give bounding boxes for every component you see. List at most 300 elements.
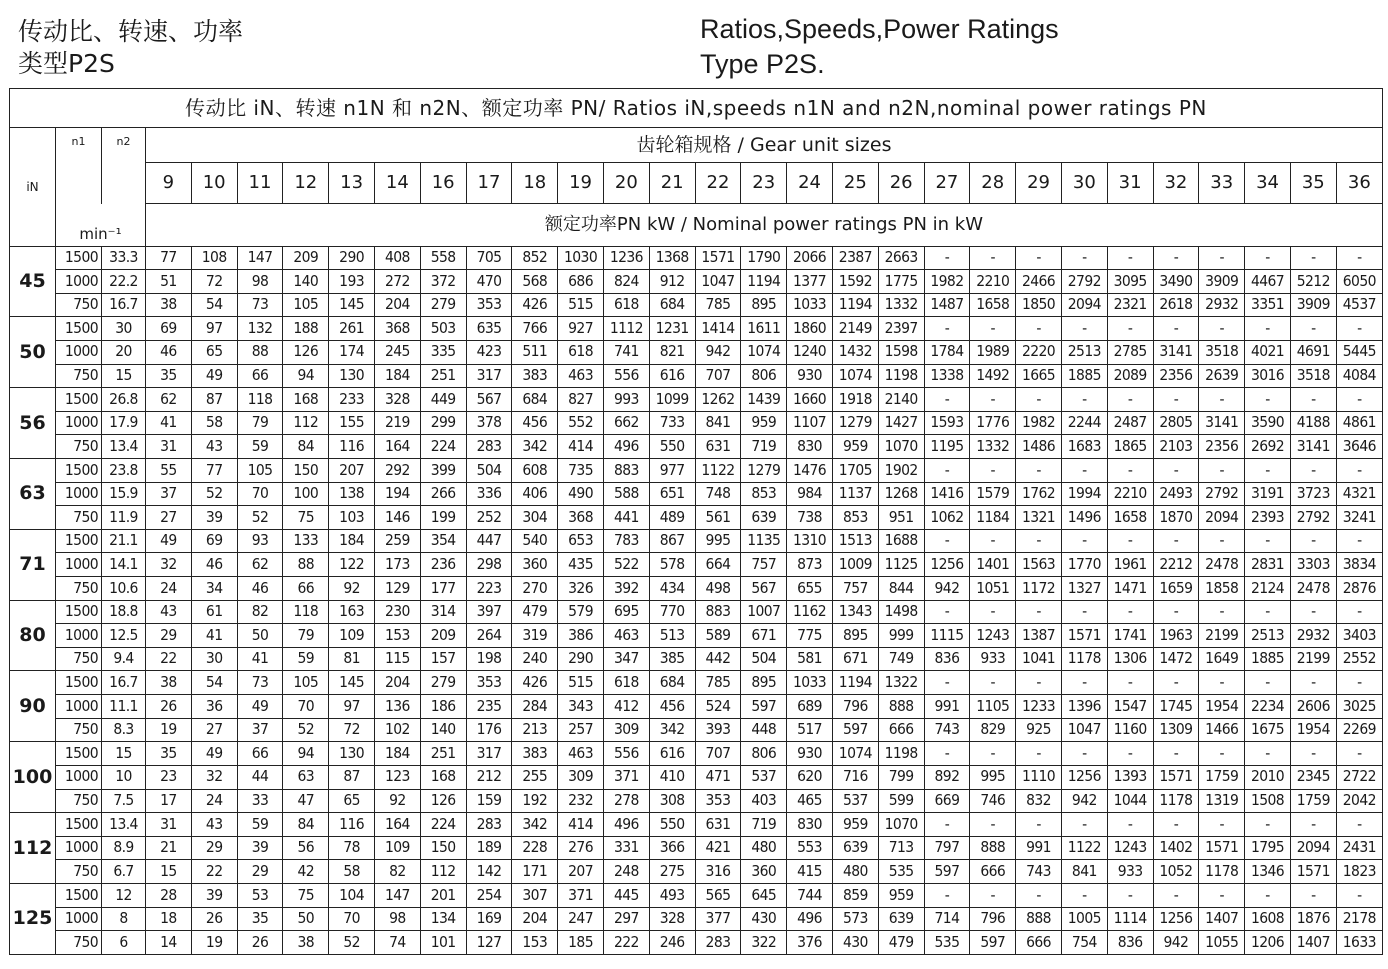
power-rating-cell: 49 <box>191 742 237 766</box>
power-rating-cell: 480 <box>832 860 878 884</box>
power-rating-cell: 232 <box>558 789 604 813</box>
n2-value: 9.4 <box>102 647 146 671</box>
power-rating-cell: 1571 <box>1290 860 1336 884</box>
power-rating-cell: - <box>1290 529 1336 553</box>
gear-size-header: 36 <box>1336 163 1382 204</box>
power-rating-cell: 93 <box>237 529 283 553</box>
power-rating-cell: 5212 <box>1290 270 1336 294</box>
power-rating-cell: 78 <box>329 836 375 860</box>
power-rating-cell: 1885 <box>1061 364 1107 388</box>
gear-size-header: 10 <box>191 163 237 204</box>
power-rating-cell: - <box>1061 246 1107 270</box>
power-rating-cell: 3909 <box>1290 293 1336 317</box>
power-rating-cell: - <box>1245 317 1291 341</box>
power-rating-cell: 651 <box>649 482 695 506</box>
power-rating-cell: 372 <box>420 270 466 294</box>
power-rating-cell: - <box>1336 388 1382 412</box>
power-rating-cell: 1110 <box>1016 765 1062 789</box>
power-rating-cell: 72 <box>329 718 375 742</box>
power-rating-cell: 79 <box>283 624 329 648</box>
power-rating-cell: 716 <box>832 765 878 789</box>
power-rating-cell: 3723 <box>1290 482 1336 506</box>
power-rating-cell: 118 <box>237 388 283 412</box>
power-rating-cell: 1052 <box>1153 860 1199 884</box>
power-rating-cell: 42 <box>283 860 329 884</box>
power-rating-cell: 827 <box>558 388 604 412</box>
power-rating-cell: 126 <box>420 789 466 813</box>
power-rating-cell: 925 <box>1016 718 1062 742</box>
header-zh <box>18 16 243 80</box>
power-rating-cell: 201 <box>420 883 466 907</box>
n1-value: 1500 <box>56 883 102 907</box>
power-rating-cell: 1487 <box>924 293 970 317</box>
power-rating-cell: 1466 <box>1199 718 1245 742</box>
power-rating-cell: 52 <box>237 506 283 530</box>
power-rating-cell: 463 <box>558 364 604 388</box>
power-rating-cell: 796 <box>970 907 1016 931</box>
power-rating-cell: 385 <box>649 647 695 671</box>
power-rating-cell: 2692 <box>1245 435 1291 459</box>
power-rating-cell: 799 <box>878 765 924 789</box>
power-rating-cell: 442 <box>695 647 741 671</box>
power-rating-cell: 49 <box>191 364 237 388</box>
power-rating-cell: 410 <box>649 765 695 789</box>
power-rating-cell: 2932 <box>1290 624 1336 648</box>
power-rating-cell: 713 <box>878 836 924 860</box>
power-rating-cell: 153 <box>374 624 420 648</box>
power-rating-cell: 23 <box>146 765 192 789</box>
power-rating-cell: - <box>1153 742 1199 766</box>
power-rating-cell: 272 <box>374 270 420 294</box>
power-rating-cell: 406 <box>512 482 558 506</box>
power-rating-cell: 46 <box>237 577 283 601</box>
power-rating-cell: - <box>1245 813 1291 837</box>
power-rating-cell: 1775 <box>878 270 924 294</box>
power-rating-cell: - <box>1199 883 1245 907</box>
power-rating-cell: 797 <box>924 836 970 860</box>
power-rating-cell: 58 <box>329 860 375 884</box>
power-rating-cell: 513 <box>649 624 695 648</box>
power-rating-cell: 671 <box>832 647 878 671</box>
power-rating-cell: 1198 <box>878 742 924 766</box>
power-rating-cell: 377 <box>695 907 741 931</box>
power-rating-cell: 46 <box>146 340 192 364</box>
power-rating-cell: 32 <box>146 553 192 577</box>
power-rating-cell: - <box>924 600 970 624</box>
power-rating-cell: 109 <box>329 624 375 648</box>
power-rating-cell: 2478 <box>1199 553 1245 577</box>
power-rating-cell: 743 <box>924 718 970 742</box>
power-rating-cell: 88 <box>283 553 329 577</box>
power-rating-cell: 2393 <box>1245 506 1291 530</box>
power-rating-cell: 599 <box>878 789 924 813</box>
gear-size-header: 12 <box>283 163 329 204</box>
power-rating-cell: 26 <box>237 931 283 955</box>
power-rating-cell: 1954 <box>1199 695 1245 719</box>
table-row <box>10 506 1383 530</box>
power-rating-cell: 97 <box>191 317 237 341</box>
power-rating-cell: 43 <box>146 600 192 624</box>
power-rating-cell: - <box>1336 600 1382 624</box>
power-rating-cell: - <box>924 813 970 837</box>
power-rating-cell: - <box>970 671 1016 695</box>
power-rating-cell: 883 <box>603 458 649 482</box>
power-rating-cell: 204 <box>374 293 420 317</box>
power-rating-cell: 163 <box>329 600 375 624</box>
power-rating-cell: 383 <box>512 742 558 766</box>
power-rating-cell: 556 <box>603 364 649 388</box>
power-rating-cell: 1107 <box>787 411 833 435</box>
power-rating-cell: 255 <box>512 765 558 789</box>
table-row <box>10 883 1383 907</box>
power-rating-cell: 707 <box>695 364 741 388</box>
power-rating-cell: 129 <box>374 577 420 601</box>
n2-value: 10 <box>102 765 146 789</box>
power-rating-cell: 995 <box>970 765 1016 789</box>
power-rating-cell: - <box>1153 317 1199 341</box>
power-rating-cell: 109 <box>374 836 420 860</box>
power-rating-cell: - <box>1199 317 1245 341</box>
power-rating-cell: 213 <box>512 718 558 742</box>
power-rating-cell: 565 <box>695 883 741 907</box>
table-row <box>10 388 1383 412</box>
table-row <box>10 435 1383 459</box>
power-rating-cell: - <box>970 246 1016 270</box>
power-rating-cell: 618 <box>603 671 649 695</box>
power-rating-cell: 3590 <box>1245 411 1291 435</box>
table-row <box>10 317 1383 341</box>
n1-value: 750 <box>56 860 102 884</box>
power-rating-cell: 198 <box>466 647 512 671</box>
power-rating-cell: 853 <box>741 482 787 506</box>
power-rating-cell: 1112 <box>603 317 649 341</box>
power-rating-cell: 126 <box>283 340 329 364</box>
n2-value: 16.7 <box>102 293 146 317</box>
power-rating-cell: - <box>1061 600 1107 624</box>
power-rating-cell: 449 <box>420 388 466 412</box>
power-rating-cell: 430 <box>741 907 787 931</box>
power-rating-cell: - <box>1199 458 1245 482</box>
power-rating-cell: 1427 <box>878 411 924 435</box>
n1-value: 750 <box>56 364 102 388</box>
power-rating-cell: 240 <box>512 647 558 671</box>
power-rating-cell: 859 <box>832 883 878 907</box>
power-rating-cell: 283 <box>466 435 512 459</box>
power-rating-cell: 1368 <box>649 246 695 270</box>
power-rating-cell: 684 <box>649 293 695 317</box>
power-rating-cell: 322 <box>741 931 787 955</box>
power-rating-cell: 1055 <box>1199 931 1245 955</box>
power-rating-cell: 1310 <box>787 529 833 553</box>
power-rating-cell: 30 <box>191 647 237 671</box>
power-rating-cell: 383 <box>512 364 558 388</box>
gear-size-header: 29 <box>1016 163 1062 204</box>
power-rating-cell: - <box>1153 246 1199 270</box>
power-rating-cell: 2094 <box>1061 293 1107 317</box>
power-rating-cell: - <box>1107 671 1153 695</box>
power-rating-cell: 991 <box>924 695 970 719</box>
power-rating-cell: 1178 <box>1199 860 1245 884</box>
power-rating-cell: - <box>924 671 970 695</box>
power-rating-cell: 631 <box>695 435 741 459</box>
power-rating-cell: - <box>1336 317 1382 341</box>
power-rating-cell: 2124 <box>1245 577 1291 601</box>
power-rating-cell: 3646 <box>1336 435 1382 459</box>
power-rating-cell: 62 <box>237 553 283 577</box>
power-rating-cell: 186 <box>420 695 466 719</box>
power-rating-cell: 26 <box>146 695 192 719</box>
n2-value: 12.5 <box>102 624 146 648</box>
power-rating-cell: - <box>1245 246 1291 270</box>
power-rating-cell: 50 <box>237 624 283 648</box>
power-rating-cell: 479 <box>512 600 558 624</box>
power-rating-cell: 84 <box>283 813 329 837</box>
header-en <box>700 12 1059 82</box>
table-row <box>10 600 1383 624</box>
power-rating-cell: 841 <box>695 411 741 435</box>
power-rating-cell: - <box>970 317 1016 341</box>
power-rating-cell: 4188 <box>1290 411 1336 435</box>
n1-value: 1000 <box>56 765 102 789</box>
power-rating-cell: 573 <box>832 907 878 931</box>
power-rating-cell: - <box>1016 317 1062 341</box>
power-rating-cell: 115 <box>374 647 420 671</box>
power-rating-cell: - <box>1245 388 1291 412</box>
power-rating-cell: 97 <box>329 695 375 719</box>
power-rating-cell: 2831 <box>1245 553 1291 577</box>
power-rating-cell: 104 <box>329 883 375 907</box>
power-rating-cell: 639 <box>832 836 878 860</box>
n2-value: 13.4 <box>102 435 146 459</box>
power-rating-cell: 844 <box>878 577 924 601</box>
power-rating-cell: 393 <box>695 718 741 742</box>
power-rating-cell: 368 <box>558 506 604 530</box>
power-rating-cell: 1319 <box>1199 789 1245 813</box>
power-rating-cell: 3403 <box>1336 624 1382 648</box>
power-rating-cell: 1850 <box>1016 293 1062 317</box>
table-row <box>10 482 1383 506</box>
table-row <box>10 340 1383 364</box>
power-rating-cell: 517 <box>787 718 833 742</box>
power-rating-cell: 830 <box>787 435 833 459</box>
power-rating-cell: 490 <box>558 482 604 506</box>
power-rating-cell: 620 <box>787 765 833 789</box>
power-rating-cell: 743 <box>1016 860 1062 884</box>
n1-value: 750 <box>56 293 102 317</box>
power-rating-cell: 342 <box>512 813 558 837</box>
power-rating-cell: 1105 <box>970 695 1016 719</box>
table-row <box>10 293 1383 317</box>
power-rating-cell: 353 <box>466 671 512 695</box>
power-rating-cell: 1579 <box>970 482 1016 506</box>
power-rating-cell: 188 <box>283 317 329 341</box>
power-rating-cell: 1416 <box>924 482 970 506</box>
power-rating-cell: 233 <box>329 388 375 412</box>
power-rating-cell: 74 <box>374 931 420 955</box>
type-en: Type P2S. <box>700 49 825 79</box>
power-rating-cell: 567 <box>466 388 512 412</box>
power-rating-cell: 304 <box>512 506 558 530</box>
power-rating-cell: 1963 <box>1153 624 1199 648</box>
power-rating-cell: 328 <box>649 907 695 931</box>
power-rating-cell: 705 <box>466 246 512 270</box>
power-rating-cell: 2356 <box>1199 435 1245 459</box>
power-rating-cell: 3834 <box>1336 553 1382 577</box>
ratio-value: 112 <box>10 813 56 884</box>
power-rating-cell: 44 <box>237 765 283 789</box>
power-rating-cell: 1030 <box>558 246 604 270</box>
power-rating-cell: 942 <box>1061 789 1107 813</box>
power-rating-cell: - <box>1199 671 1245 695</box>
power-rating-cell: 550 <box>649 813 695 837</box>
power-rating-cell: 66 <box>237 364 283 388</box>
n1-value: 1500 <box>56 813 102 837</box>
power-rating-cell: - <box>1290 671 1336 695</box>
power-rating-cell: 2234 <box>1245 695 1291 719</box>
power-rating-cell: 1571 <box>1153 765 1199 789</box>
table-title: 传动比 iN、转速 n1N 和 n2N、额定功率 PN/ Ratios iN,speeds n1N and n2N,nominal power ratings PN <box>10 89 1383 128</box>
power-rating-cell: 2178 <box>1336 907 1382 931</box>
power-rating-cell: 2431 <box>1336 836 1382 860</box>
power-rating-cell: 1407 <box>1290 931 1336 955</box>
power-rating-cell: 252 <box>466 506 512 530</box>
power-rating-cell: 426 <box>512 293 558 317</box>
n1-value: 1000 <box>56 270 102 294</box>
power-rating-cell: 22 <box>146 647 192 671</box>
power-rating-cell: - <box>1016 600 1062 624</box>
power-rating-cell: 3351 <box>1245 293 1291 317</box>
power-rating-cell: 50 <box>283 907 329 931</box>
power-rating-cell: 37 <box>237 718 283 742</box>
power-rating-cell: 228 <box>512 836 558 860</box>
power-rating-cell: 1675 <box>1245 718 1291 742</box>
table-row <box>10 270 1383 294</box>
power-rating-cell: - <box>924 317 970 341</box>
power-rating-cell: 441 <box>603 506 649 530</box>
power-rating-cell: 1321 <box>1016 506 1062 530</box>
power-rating-cell: 52 <box>283 718 329 742</box>
power-rating-cell: 3518 <box>1199 340 1245 364</box>
power-rating-cell: 984 <box>787 482 833 506</box>
power-rating-cell: 748 <box>695 482 741 506</box>
power-rating-cell: 1236 <box>603 246 649 270</box>
power-rating-cell: 1508 <box>1245 789 1291 813</box>
power-rating-cell: 247 <box>558 907 604 931</box>
power-rating-cell: 1795 <box>1245 836 1291 860</box>
power-rating-cell: 51 <box>146 270 192 294</box>
power-rating-cell: 995 <box>695 529 741 553</box>
power-rating-cell: 3141 <box>1153 340 1199 364</box>
power-rating-cell: 1194 <box>741 270 787 294</box>
power-rating-cell: 6050 <box>1336 270 1382 294</box>
power-rating-cell: 977 <box>649 458 695 482</box>
power-rating-cell: 479 <box>878 931 924 955</box>
power-rating-cell: - <box>1336 246 1382 270</box>
gear-size-header: 13 <box>329 163 375 204</box>
power-rating-cell: 41 <box>237 647 283 671</box>
n2-value: 7.5 <box>102 789 146 813</box>
power-rating-cell: 749 <box>878 647 924 671</box>
power-rating-cell: 108 <box>191 246 237 270</box>
power-rating-cell: 1377 <box>787 270 833 294</box>
power-rating-cell: 414 <box>558 813 604 837</box>
ratio-value: 125 <box>10 883 56 954</box>
gear-size-header: 24 <box>787 163 833 204</box>
power-rating-cell: 116 <box>329 435 375 459</box>
n1-value: 1500 <box>56 600 102 624</box>
power-rating-cell: 1741 <box>1107 624 1153 648</box>
power-rating-cell: 81 <box>329 647 375 671</box>
power-rating-cell: 456 <box>512 411 558 435</box>
power-rating-cell: 1279 <box>741 458 787 482</box>
power-rating-cell: - <box>1199 246 1245 270</box>
power-rating-cell: 138 <box>329 482 375 506</box>
power-rating-cell: 1547 <box>1107 695 1153 719</box>
n1-value: 1000 <box>56 624 102 648</box>
power-rating-cell: 2356 <box>1153 364 1199 388</box>
n2-value: 8.9 <box>102 836 146 860</box>
table-row <box>10 742 1383 766</box>
power-rating-cell: 366 <box>649 836 695 860</box>
power-rating-cell: 259 <box>374 529 420 553</box>
power-rating-cell: - <box>1016 529 1062 553</box>
n2-value: 21.1 <box>102 529 146 553</box>
power-rating-cell: 122 <box>329 553 375 577</box>
power-rating-cell: 112 <box>420 860 466 884</box>
power-rating-cell: 664 <box>695 553 741 577</box>
power-rating-cell: - <box>1061 388 1107 412</box>
power-rating-cell: - <box>924 246 970 270</box>
power-rating-cell: 1178 <box>1061 647 1107 671</box>
power-rating-cell: 70 <box>283 695 329 719</box>
power-rating-cell: 140 <box>420 718 466 742</box>
power-rating-cell: 942 <box>695 340 741 364</box>
power-rating-cell: 127 <box>466 931 512 955</box>
power-rating-cell: 1115 <box>924 624 970 648</box>
power-rating-cell: 1649 <box>1199 647 1245 671</box>
power-rating-cell: 319 <box>512 624 558 648</box>
power-rating-cell: 134 <box>420 907 466 931</box>
power-rating-cell: - <box>970 813 1016 837</box>
power-rating-cell: 2321 <box>1107 293 1153 317</box>
power-rating-cell: 257 <box>558 718 604 742</box>
power-rating-cell: 653 <box>558 529 604 553</box>
power-rating-cell: 1492 <box>970 364 1016 388</box>
power-rating-cell: 92 <box>329 577 375 601</box>
table-row <box>10 553 1383 577</box>
power-rating-cell: 192 <box>512 789 558 813</box>
power-rating-cell: 1865 <box>1107 435 1153 459</box>
power-rating-cell: 757 <box>741 553 787 577</box>
power-rating-cell: 578 <box>649 553 695 577</box>
power-rating-cell: 399 <box>420 458 466 482</box>
power-rating-cell: 18 <box>146 907 192 931</box>
power-rating-cell: - <box>1336 529 1382 553</box>
power-rating-cell: 174 <box>329 340 375 364</box>
n2-value: 10.6 <box>102 577 146 601</box>
power-rating-cell: 360 <box>741 860 787 884</box>
power-rating-cell: 1074 <box>741 340 787 364</box>
gear-size-header: 35 <box>1290 163 1336 204</box>
power-rating-cell: 616 <box>649 742 695 766</box>
power-rating-cell: 316 <box>695 860 741 884</box>
power-rating-cell: 895 <box>832 624 878 648</box>
power-rating-cell: 73 <box>237 671 283 695</box>
power-rating-cell: 317 <box>466 742 512 766</box>
power-rating-cell: 515 <box>558 293 604 317</box>
power-rating-cell: 456 <box>649 695 695 719</box>
power-rating-cell: 496 <box>787 907 833 931</box>
